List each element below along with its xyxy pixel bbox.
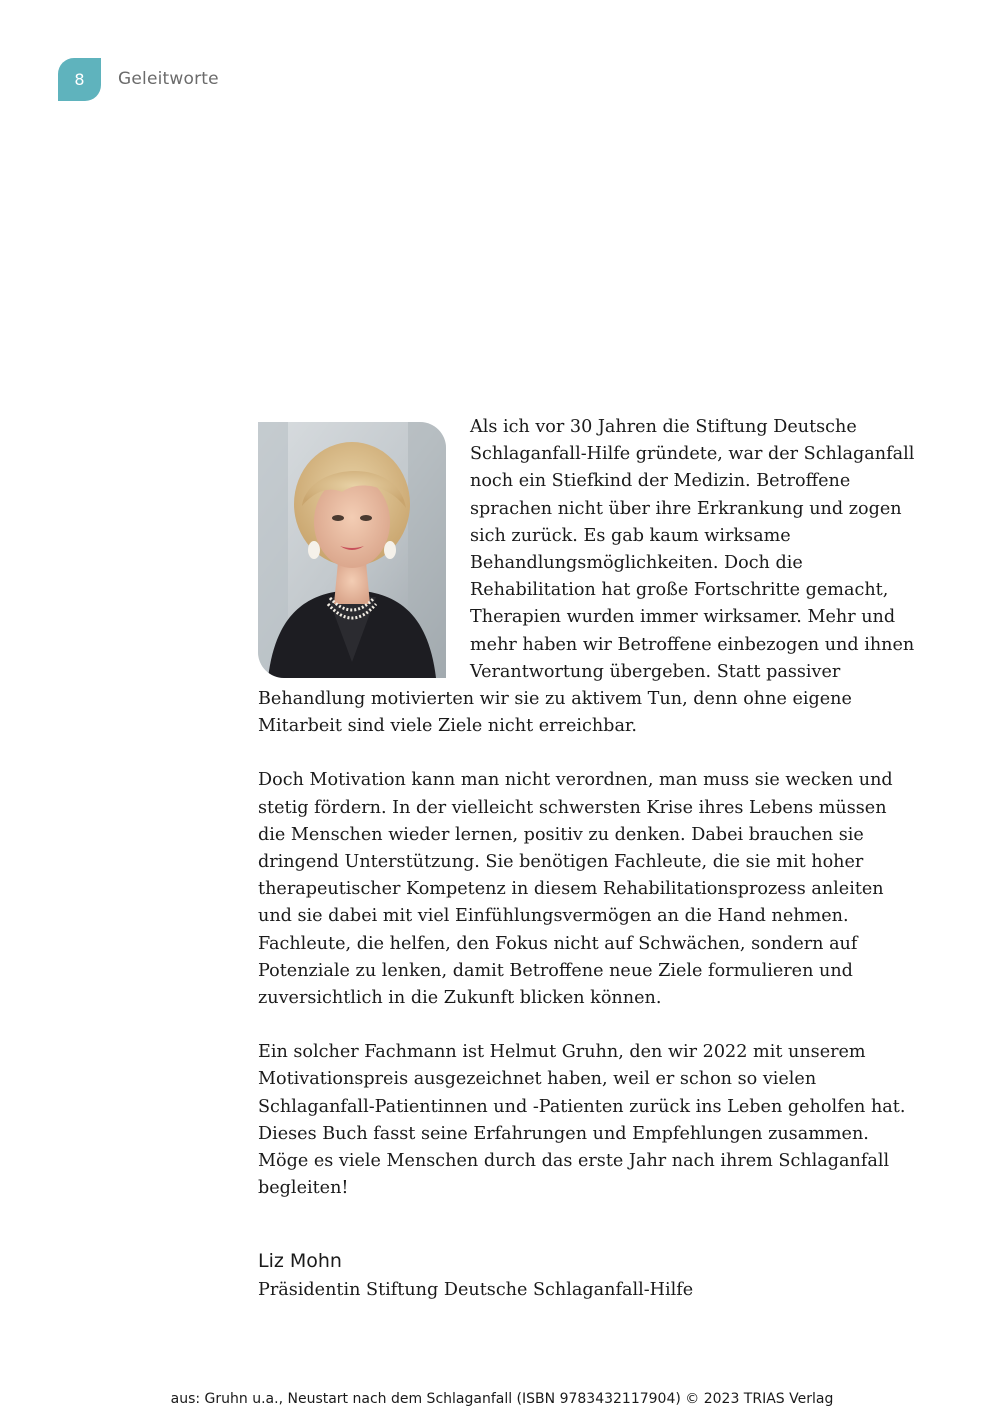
signature-name: Liz Mohn [258,1250,342,1272]
paragraph: Ein solcher Fachmann ist Helmut Gruhn, den wir 2022 mit unserem Motivationspreis ausgezeichnet haben, weil er schon so vielen Schlaganfall-Patientinnen und -Patienten zurück ins Leben geholfen hat. Dieses Buch fasst seine Erfahrungen und Empfehlungen zusammen. Möge es viele Menschen durch das erste Jahr nach ihrem Schlaganfall begleiten! [258,1042,906,1199]
citation-footer: aus: Gruhn u.a., Neustart nach dem Schlaganfall (ISBN 9783432117904) © 2023 TRIAS Verlag [170,1391,834,1407]
section-title: Geleitworte [118,69,219,89]
author-portrait [258,422,446,678]
paragraph: Doch Motivation kann man nicht verordnen, man muss sie wecken und stetig fördern. In der vielleicht schwersten Krise ihres Lebens müssen die Menschen wieder lernen, positiv zu denken. Dabei brauchen sie dringend Unterstützung. Sie benötigen Fachleute, die sie mit hoher therapeutischer Kompetenz in diesem Rehabilitationsprozess anleiten und sie dabei mit viel Einfühlungsvermögen an die Hand nehmen. Fachleute, die helfen, den Fokus nicht auf Schwächen, sondern auf Potenziale zu lenken, damit Betroffene neue Ziele formulieren und zuversichtlich in die Zukunft blicken können. [258,770,893,1009]
page-number-badge: 8 [58,58,101,101]
signature-role: Präsidentin Stiftung Deutsche Schlaganfall-Hilfe [258,1280,694,1300]
paragraph: Als ich vor 30 Jahren die Stiftung Deutsche Schlaganfall-Hilfe gründete, war der Schlaganfall noch ein Stiefkind der Medizin. Betroffene sprachen nicht über ihre Erkrankung und zogen sich zurück. Es gab kaum wirksame Behandlungsmöglichkeiten. Doch die Rehabilitation hat große Fortschritte gemacht, Therapien wurden immer wirksamer. Mehr und mehr haben wir Betroffene einbezogen und ihnen Verantwortung übergeben. Statt passiver Behandlung motivierten wir sie zu aktivem Tun, denn ohne eigene Mitarbeit sind viele Ziele nicht erreichbar. [258,417,915,737]
foreword-body [258,414,918,1229]
